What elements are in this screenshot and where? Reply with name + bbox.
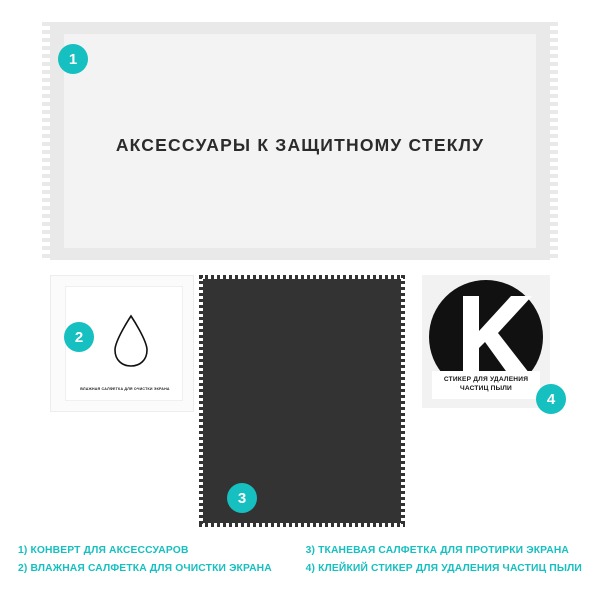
sticker-label-line-1: СТИКЕР ДЛЯ УДАЛЕНИЯ xyxy=(443,375,529,383)
envelope-title: АКСЕССУАРЫ К ЗАЩИТНОМУ СТЕКЛУ xyxy=(115,135,485,155)
legend-column-right xyxy=(292,542,582,578)
sticker-label xyxy=(432,371,540,399)
cloth-right-serrated-edge xyxy=(401,275,405,527)
wet-wipe-caption: ВЛАЖНАЯ САЛФЕТКА ДЛЯ ОЧИСТКИ ЭКРАНА xyxy=(80,387,170,392)
legend-item-3: 3) ТКАНЕВАЯ САЛФЕТКА ДЛЯ ПРОТИРКИ ЭКРАНА xyxy=(305,545,570,556)
legend xyxy=(18,542,582,578)
sticker-label-line-2: ЧАСТИЦ ПЫЛИ xyxy=(459,385,512,393)
callout-badge-2: 2 xyxy=(64,322,94,352)
legend-item-2: 2) ВЛАЖНАЯ САЛФЕТКА ДЛЯ ОЧИСТКИ ЭКРАНА xyxy=(18,563,272,575)
callout-badge-1: 1 xyxy=(58,44,88,74)
legend-item-1: 1) КОНВЕРТ ДЛЯ АКСЕССУАРОВ xyxy=(18,545,189,556)
water-drop-icon xyxy=(110,313,152,369)
legend-column-left xyxy=(18,542,292,578)
callout-badge-4: 4 xyxy=(536,384,566,414)
dust-removal-sticker xyxy=(422,275,550,408)
callout-badge-3: 3 xyxy=(227,483,257,513)
accessory-envelope xyxy=(42,22,558,260)
cloth-bottom-serrated-edge xyxy=(199,523,405,527)
legend-item-4: 4) КЛЕЙКИЙ СТИКЕР ДЛЯ УДАЛЕНИЯ ЧАСТИЦ ПЫЛИ xyxy=(305,563,582,575)
